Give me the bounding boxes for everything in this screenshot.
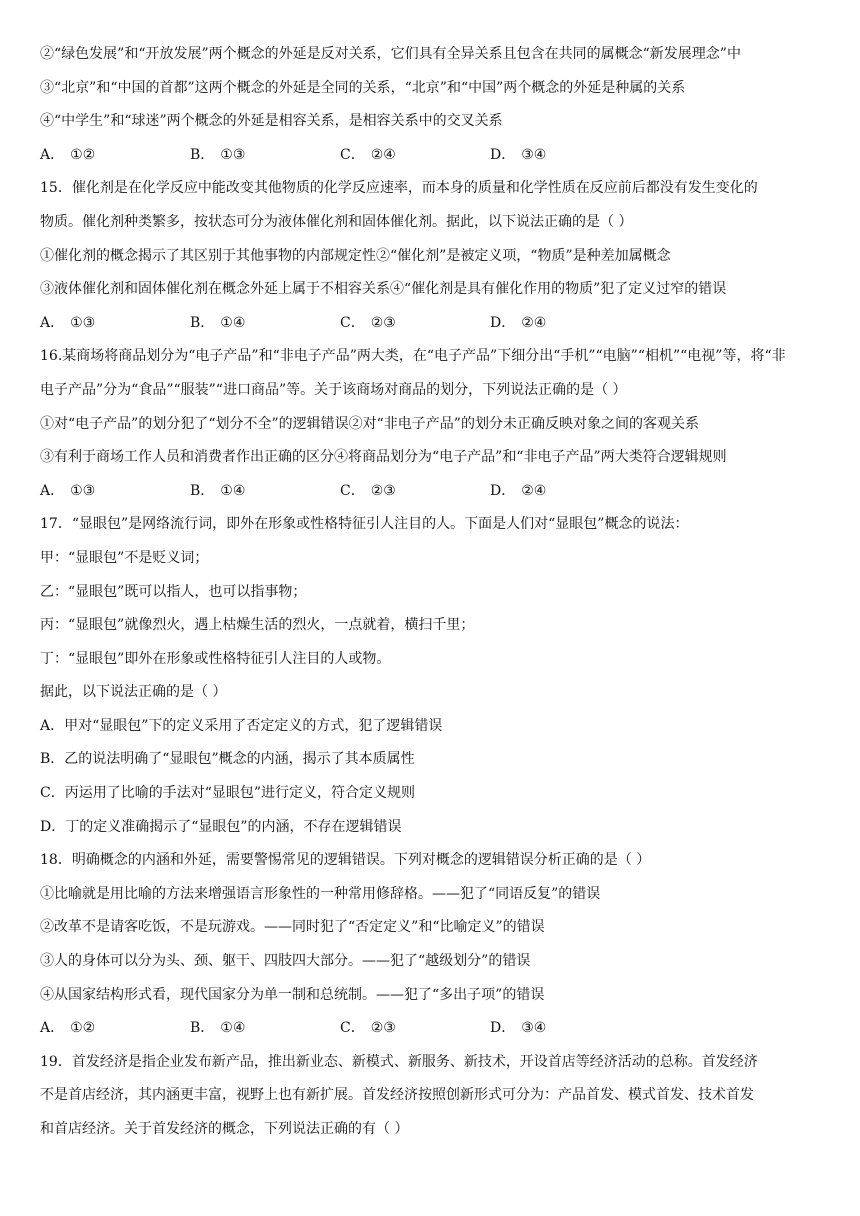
answer-option: [490, 481, 640, 501]
option-key: D．: [490, 482, 516, 499]
text-line: ④从国家结构形式看，现代国家分为单一制和总统制。——犯了“多出子项”的错误: [40, 986, 545, 1003]
text-line: C．丙运用了比喻的手法对“显眼包”进行定义，符合定义规则: [40, 785, 416, 802]
answer-option: [490, 145, 640, 165]
option-value: ①②: [70, 146, 96, 163]
text-line: 17．“显眼包”是网络流行词，即外在形象或性格特征引人注目的人。下面是人们对“显眼包”概念的说法：: [40, 516, 689, 533]
text-line: ②改革不是请客吃饭，不是玩游戏。——同时犯了“否定定义”和“比喻定义”的错误: [40, 919, 545, 936]
option-value: ③④: [521, 146, 547, 163]
answer-option: [40, 1018, 190, 1038]
text-line: ④“中学生”和“球迷”两个概念的外延是相容关系，是相容关系中的交叉关系: [40, 113, 503, 130]
text-line: 16.某商场将商品划分为“电子产品”和“非电子产品”两大类，在“电子产品”下细分出“手机”“电脑”“相机”“电视”等，将“非: [40, 348, 786, 365]
option-key: B．: [190, 1020, 215, 1037]
text-line: ①对“电子产品”的划分犯了“划分不全”的逻辑错误②对“非电子产品”的划分未正确反映对象之间的客观关系: [40, 415, 699, 432]
answer-option: [490, 313, 640, 333]
option-key: C．: [340, 482, 365, 499]
answer-options-row: [40, 1018, 840, 1038]
option-key: A．: [40, 146, 65, 163]
text-line: 不是首店经济，其内涵更丰富，视野上也有新扩展。首发经济按照创新形式可分为：产品首发、模式首发、技术首发: [40, 1087, 754, 1104]
option-value: ①③: [220, 146, 246, 163]
option-value: ①④: [220, 482, 246, 499]
text-line: ③有利于商场工作人员和消费者作出正确的区分④将商品划分为“电子产品”和“非电子产品”两大类符合逻辑规则: [40, 449, 727, 466]
text-line: 18．明确概念的内涵和外延，需要警惕常见的逻辑错误。下列对概念的逻辑错误分析正确的是（ ）: [40, 852, 651, 869]
answer-options-row: [40, 313, 840, 333]
option-key: B．: [190, 482, 215, 499]
answer-options-row: [40, 145, 840, 165]
answer-option: [490, 1018, 640, 1038]
answer-option: [340, 145, 490, 165]
text-line: 电子产品”分为“食品”“服装”“进口商品”等。关于该商场对商品的划分，下列说法正确的是（ ）: [40, 381, 627, 398]
text-line: A．甲对“显眼包”下的定义采用了否定定义的方式，犯了逻辑错误: [40, 717, 443, 734]
text-line: 15．催化剂是在化学反应中能改变其他物质的化学反应速率，而本身的质量和化学性质在反应前后都没有发生变化的: [40, 180, 758, 197]
option-value: ②③: [370, 314, 396, 331]
option-key: A．: [40, 314, 65, 331]
answer-options-row: [40, 481, 840, 501]
text-line: ③液体催化剂和固体催化剂在概念外延上属于不相容关系④“催化剂是具有催化作用的物质”犯了定义过窄的错误: [40, 281, 727, 298]
option-value: ③④: [521, 1020, 547, 1037]
text-line: D．丁的定义准确揭示了“显眼包”的内涵，不存在逻辑错误: [40, 818, 402, 835]
option-key: C．: [340, 314, 365, 331]
option-key: D．: [490, 314, 516, 331]
exam-page: [40, 44, 840, 1153]
option-value: ①④: [220, 1020, 246, 1037]
option-value: ②③: [370, 482, 396, 499]
option-key: C．: [340, 146, 365, 163]
text-line: 和首店经济。关于首发经济的概念，下列说法正确的有（ ）: [40, 1121, 409, 1137]
option-key: D．: [490, 1020, 516, 1037]
option-value: ②④: [521, 314, 547, 331]
answer-option: [340, 313, 490, 333]
text-line: ①比喻就是用比喻的方法来增强语言形象性的一种常用修辞格。——犯了“同语反复”的错误: [40, 885, 601, 902]
answer-option: [40, 313, 190, 333]
answer-option: [190, 1018, 340, 1038]
answer-option: [340, 1018, 490, 1038]
text-line: ①催化剂的概念揭示了其区别于其他事物的内部规定性②“催化剂”是被定义项，“物质”是种差加属概念: [40, 247, 671, 264]
option-value: ①③: [70, 482, 96, 499]
answer-option: [190, 313, 340, 333]
text-line: B．乙的说法明确了“显眼包”概念的内涵，揭示了其本质属性: [40, 751, 415, 768]
text-line: ③人的身体可以分为头、颈、躯干、四肢四大部分。——犯了“越级划分”的错误: [40, 953, 531, 970]
option-value: ②③: [370, 1020, 396, 1037]
answer-option: [340, 481, 490, 501]
option-key: A．: [40, 1020, 65, 1037]
option-value: ①②: [70, 1020, 96, 1037]
option-value: ①③: [70, 314, 96, 331]
answer-option: [190, 145, 340, 165]
text-line: 据此，以下说法正确的是（ ）: [40, 684, 227, 701]
text-line: 物质。催化剂种类繁多，按状态可分为液体催化剂和固体催化剂。据此，以下说法正确的是（ ）: [40, 213, 633, 230]
option-value: ②④: [370, 146, 396, 163]
text-line: 丙：“显眼包”就像烈火，遇上枯燥生活的烈火，一点就着，横扫千里；: [40, 617, 475, 634]
option-key: B．: [190, 146, 215, 163]
text-line: 丁：“显眼包”即外在形象或性格特征引人注目的人或物。: [40, 650, 391, 667]
option-value: ②④: [521, 482, 547, 499]
text-line: 甲：“显眼包”不是贬义词；: [40, 549, 209, 566]
answer-option: [40, 481, 190, 501]
answer-option: [40, 145, 190, 165]
option-key: A．: [40, 482, 65, 499]
option-key: D．: [490, 146, 516, 163]
option-value: ①④: [220, 314, 246, 331]
text-line: ③“北京”和“中国的首都”这两个概念的外延是全同的关系，“北京”和“中国”两个概念的外延是种属的关系: [40, 79, 686, 96]
option-key: B．: [190, 314, 215, 331]
text-line: ②“绿色发展”和“开放发展”两个概念的外延是反对关系，它们具有全异关系且包含在共同的属概念“新发展理念”中: [40, 46, 741, 62]
option-key: C．: [340, 1020, 365, 1037]
answer-option: [190, 481, 340, 501]
text-line: 19．首发经济是指企业发布新产品，推出新业态、新模式、新服务、新技术，开设首店等经济活动的总称。首发经济: [40, 1053, 758, 1070]
text-line: 乙：“显眼包”既可以指人，也可以指事物；: [40, 583, 307, 600]
